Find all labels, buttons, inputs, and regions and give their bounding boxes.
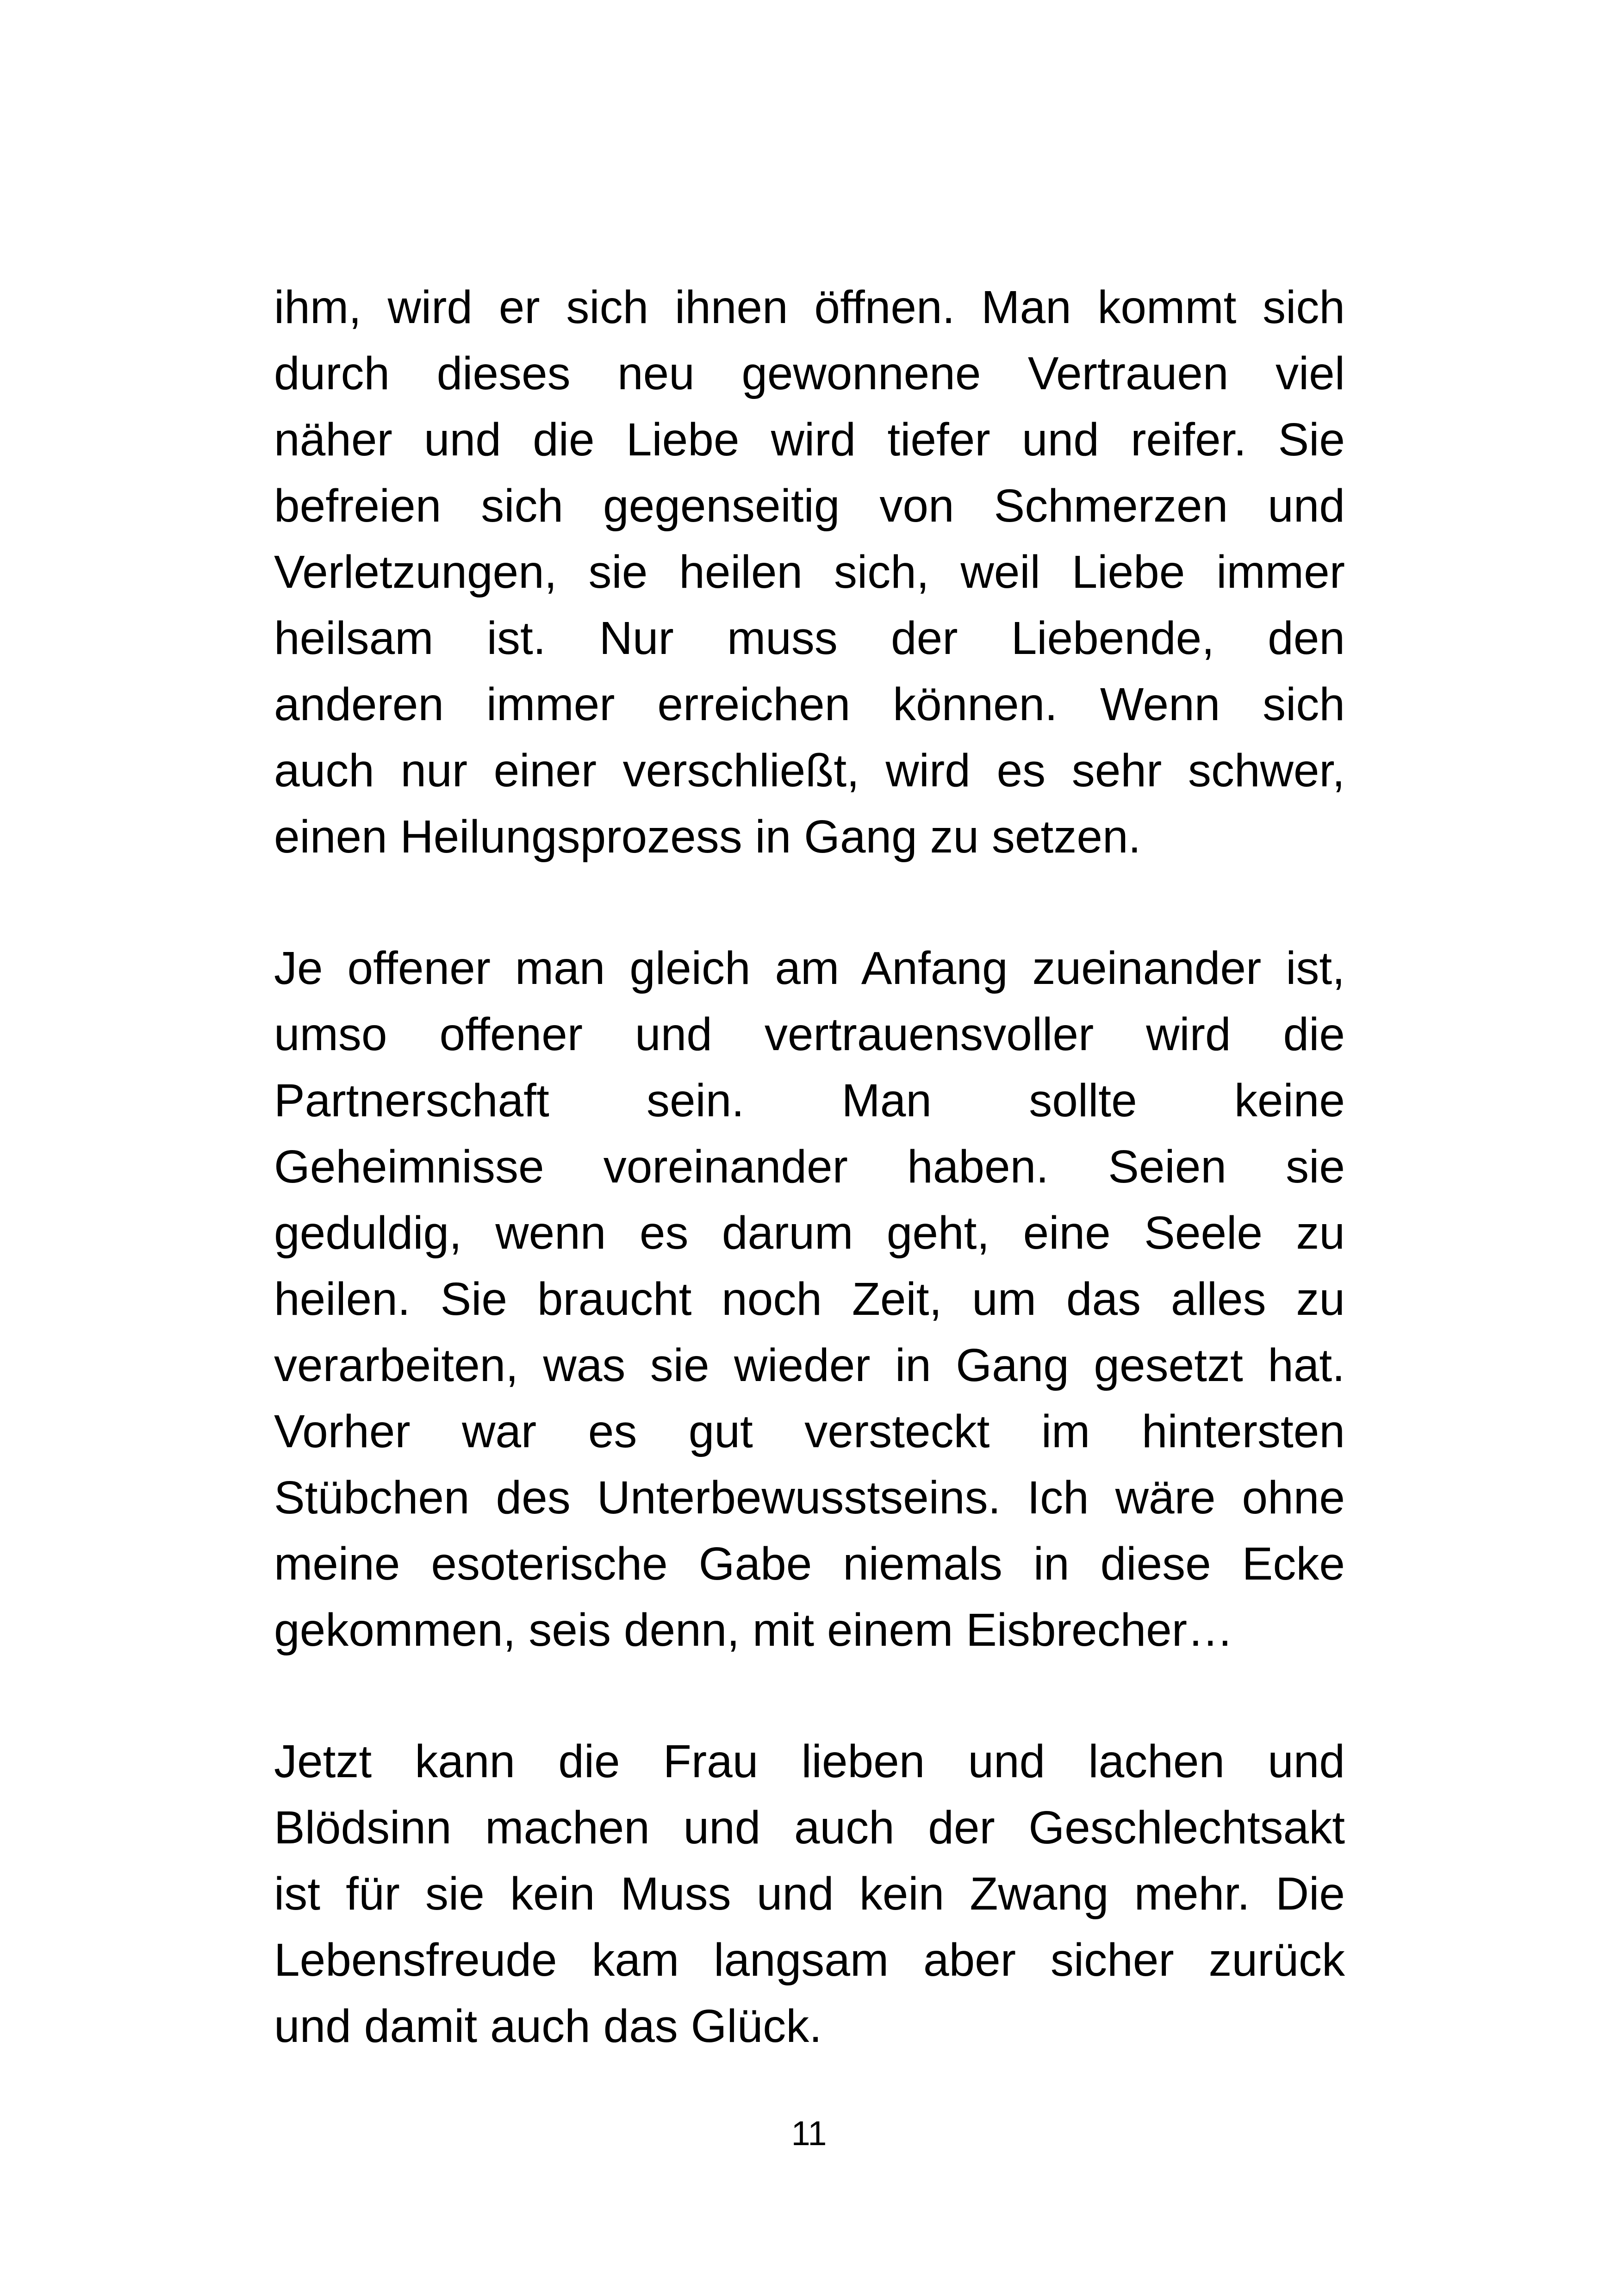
text-line: Vorher war es gut versteckt im hintersten [274,1406,1345,1457]
page-number: 11 [791,2114,827,2153]
text-line: näher und die Liebe wird tiefer und reifer. Sie [274,414,1345,466]
text-line: ist für sie kein Muss und kein Zwang mehr. Die [274,1868,1345,1920]
text-line: geduldig, wenn es darum geht, eine Seele zu [274,1207,1345,1259]
text-line: Verletzungen, sie heilen sich, weil Liebe immer [274,546,1345,598]
text-line: einen Heilungsprozess in Gang zu setzen. [274,811,1141,863]
text-line: heilsam ist. Nur muss der Liebende, den [274,612,1345,664]
text-line: Partnerschaft sein. Man sollte keine [274,1075,1345,1126]
text-line: Stübchen des Unterbewusstseins. Ich wäre ohne [274,1472,1345,1524]
paragraph [274,935,1345,1663]
text-line: umso offener und vertrauensvoller wird die [274,1008,1345,1060]
text-line: Je offener man gleich am Anfang zueinander ist, [274,942,1345,994]
text-line: auch nur einer verschließt, wird es sehr schwer, [274,745,1345,796]
text-line: verarbeiten, was sie wieder in Gang gesetzt hat. [274,1339,1345,1391]
paragraph [274,274,1345,870]
text-line: durch dieses neu gewonnene Vertrauen viel [274,348,1345,399]
text-line: befreien sich gegenseitig von Schmerzen und [274,480,1345,532]
text-line: anderen immer erreichen können. Wenn sich [274,678,1345,730]
text-line: Blödsinn machen und auch der Geschlechtsakt [274,1802,1345,1854]
text-line: meine esoterische Gabe niemals in diese Ecke [274,1538,1345,1590]
text-line: Jetzt kann die Frau lieben und lachen und [274,1736,1345,1787]
text-line: und damit auch das Glück. [274,2000,822,2052]
text-line: heilen. Sie braucht noch Zeit, um das alles zu [274,1273,1345,1325]
text-line: Lebensfreude kam langsam aber sicher zurück [274,1934,1345,1986]
text-line: gekommen, seis denn, mit einem Eisbrecher… [274,1604,1234,1656]
paragraph [274,1729,1345,2060]
text-line: ihm, wird er sich ihnen öffnen. Man kommt sich [274,281,1345,333]
text-line: Geheimnisse voreinander haben. Seien sie [274,1141,1345,1193]
